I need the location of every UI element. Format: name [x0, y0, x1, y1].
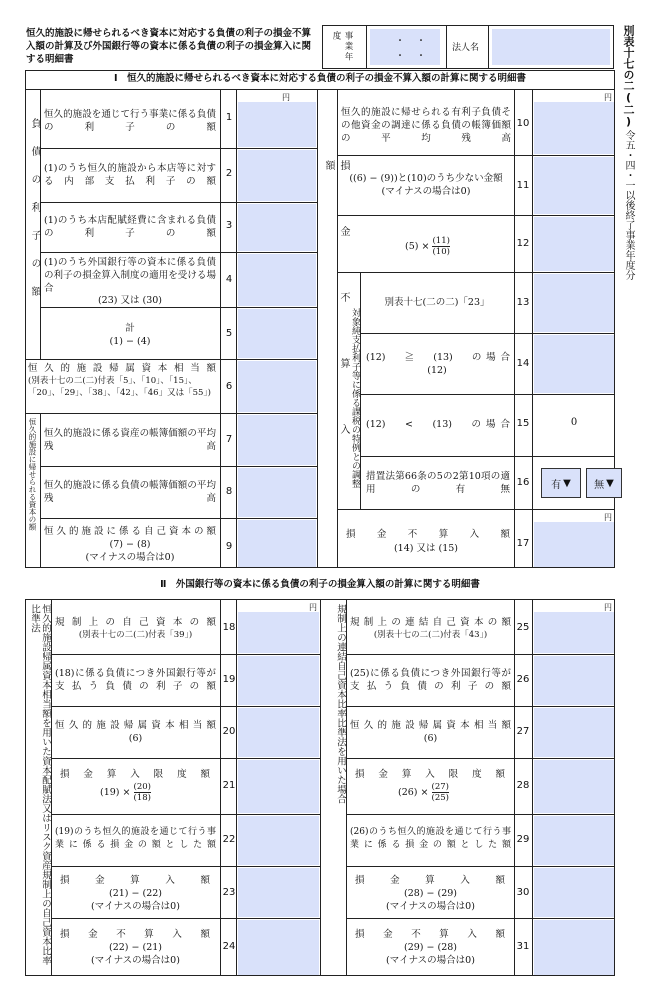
- row12-input[interactable]: [534, 217, 614, 271]
- row30-label: 損金算入額: [355, 875, 505, 886]
- row30-sub2: (マイナスの場合は0): [386, 901, 475, 912]
- group-special-adjust: 対象純支払利子等に係る課税の特例との調整: [350, 308, 360, 488]
- row14-sub: (12): [427, 365, 447, 376]
- row27-sub: (6): [423, 733, 438, 744]
- row7-input[interactable]: [238, 415, 316, 465]
- row6-no: 6: [225, 381, 233, 392]
- row19-input[interactable]: [238, 656, 319, 705]
- row27-no: 27: [516, 726, 530, 737]
- row5-no: 5: [225, 328, 233, 339]
- side-note: 令五・四・一以後終了事業年度分: [623, 130, 634, 280]
- section2-left-group: 恒久的施設帰属資本相当額を用いた資本配賦法又はリスク資産規制上の自己資本比率比準法: [29, 604, 51, 965]
- row31-sub: (29) − (28): [403, 942, 457, 953]
- row29-no: 29: [516, 834, 530, 845]
- row25-input[interactable]: [534, 612, 614, 653]
- row5-label: 計: [125, 323, 135, 334]
- row21-input[interactable]: [238, 760, 319, 813]
- row21-no: 21: [222, 780, 236, 791]
- row11-input[interactable]: [534, 157, 614, 214]
- row20-input[interactable]: [238, 708, 319, 757]
- row31-input[interactable]: [534, 920, 614, 975]
- section2-title: Ⅱ 外国銀行等の資本に係る負債の利子の損金算入額の計算に関する明細書: [160, 579, 480, 590]
- row9-no: 9: [225, 541, 233, 552]
- row28-no: 28: [516, 780, 530, 791]
- group-loss-nonded: 損金不算入額: [323, 160, 349, 490]
- row7-label: 恒久的施設に係る資産の帳簿価額の平均残高: [44, 428, 216, 452]
- row18-no: 18: [222, 622, 236, 633]
- row24-sub: (22) − (21): [108, 942, 162, 953]
- form-title: 恒久的施設に帰せられるべき資本に対応する負債の利子の損金不算入額の計算及び外国銀行等の資本に係る負債の利子の損金算入に関する明細書: [26, 28, 312, 65]
- row4-label: (1)のうち外国銀行等の資本に係る負債の利子の損金算入制度の適用を受ける場合: [44, 257, 216, 294]
- row5-input[interactable]: [238, 309, 316, 358]
- row16-label: 措置法第66条の5の2第10項の適用の有無: [366, 471, 510, 495]
- row11-sub: (マイナスの場合は0): [381, 186, 471, 197]
- row17-sub: (14) 又は (15): [393, 543, 459, 554]
- row4-input[interactable]: [238, 254, 316, 306]
- row9-label: 恒久的施設に係る自己資本の額: [44, 526, 216, 537]
- row15-label: (12) < (13) の場合: [366, 419, 510, 430]
- row4-no: 4: [225, 274, 233, 285]
- row12-no: 12: [516, 238, 530, 249]
- row31-sub2: (マイナスの場合は0): [386, 955, 475, 966]
- row20-sub: (6): [128, 733, 143, 744]
- row4-sub: (23) 又は (30): [97, 295, 163, 306]
- row26-no: 26: [516, 674, 530, 685]
- row19-label: (18)に係る負債につき外国銀行等が支払う負債の利子の額: [55, 668, 216, 692]
- row3-label: (1)のうち本店配賦経費に含まれる負債の利子の額: [44, 215, 216, 239]
- row8-input[interactable]: [238, 468, 316, 517]
- dropdown-arrow-icon: ▼: [563, 477, 571, 489]
- row27-input[interactable]: [534, 708, 614, 757]
- row29-input[interactable]: [534, 816, 614, 865]
- row2-no: 2: [225, 168, 233, 179]
- row10-no: 10: [516, 118, 530, 129]
- row13-no: 13: [516, 297, 530, 308]
- row7-no: 7: [225, 434, 233, 445]
- row23-input[interactable]: [238, 868, 319, 917]
- row16-no: 16: [516, 477, 530, 488]
- row6-sub: (別表十七の二(二)付表「5」、「10」、「15」、「20」、「29」、「38」、「42」、「46」又は「55」): [28, 376, 211, 398]
- row14-input[interactable]: [534, 335, 614, 393]
- row2-label: (1)のうち恒久的施設から本店等に対する内部支払利子の額: [44, 163, 216, 187]
- row19-no: 19: [222, 674, 236, 685]
- row28-sub: (26) × $\frac{(27)}{(25)}$: [398, 782, 449, 803]
- row11-label: ((6) − (9))と(10)のうち少ない金額: [349, 173, 503, 184]
- row13-label: 別表十七(二の二)「23」: [384, 297, 490, 308]
- row28-label: 損金算入限度額: [355, 769, 505, 780]
- row30-no: 30: [516, 887, 530, 898]
- row17-label: 損金不算入額: [346, 529, 510, 540]
- row3-no: 3: [225, 220, 233, 231]
- row15-no: 15: [516, 418, 530, 429]
- apply-no-select[interactable]: 無 ▼: [586, 468, 622, 498]
- row25-sub: (別表十七の二(二)付表「43」): [373, 630, 488, 640]
- row23-label: 損金算入額: [60, 875, 210, 886]
- row2-input[interactable]: [238, 150, 316, 201]
- row14-no: 14: [516, 358, 530, 369]
- row23-sub: (21) − (22): [108, 888, 162, 899]
- row12-label: (5) × $\frac{(11)}{(10)}$: [405, 236, 450, 257]
- row3-input[interactable]: [238, 204, 316, 251]
- row31-no: 31: [516, 941, 530, 952]
- corp-name-input[interactable]: [492, 29, 610, 65]
- row31-label: 損金不算入額: [355, 929, 505, 940]
- row23-sub2: (マイナスの場合は0): [91, 901, 180, 912]
- period-label: 事業年度: [331, 31, 353, 63]
- apply-yes-select[interactable]: 有 ▼: [541, 468, 581, 498]
- row30-input[interactable]: [534, 868, 614, 917]
- row11-no: 11: [516, 180, 530, 191]
- group-pe-capital: 恒久的施設に帰せられる資本の額: [28, 418, 37, 531]
- section1-title: Ⅰ 恒久的施設に帰せられるべき資本に対応する負債の利子の損金不算入額の計算に関する明細書: [113, 73, 527, 84]
- row26-label: (25)に係る負債につき外国銀行等が支払う負債の利子の額: [350, 668, 511, 692]
- row1-input[interactable]: [238, 102, 316, 147]
- row9-sub2: (マイナスの場合は0): [85, 552, 175, 563]
- row20-no: 20: [222, 726, 236, 737]
- row30-sub: (28) − (29): [403, 888, 457, 899]
- row6-input[interactable]: [238, 361, 316, 412]
- row13-input[interactable]: [534, 274, 614, 332]
- row10-input[interactable]: [534, 102, 614, 154]
- row21-label: 損金算入限度額: [60, 769, 210, 780]
- row24-input[interactable]: [238, 920, 319, 975]
- row24-no: 24: [222, 941, 236, 952]
- row18-input[interactable]: [238, 612, 319, 653]
- row25-label: 規制上の連結自己資本の額: [350, 617, 511, 628]
- row21-sub: (19) × $\frac{(20)}{(18)}$: [100, 782, 151, 803]
- period-from-input[interactable]: [370, 29, 440, 65]
- row10-label: 恒久的施設に帰せられる有利子負債その他資金の調達に係る負債の帳簿価額の平均残高: [341, 107, 511, 144]
- row18-label: 規制上の自己資本の額: [55, 617, 216, 628]
- row28-input[interactable]: [534, 760, 614, 813]
- row22-input[interactable]: [238, 816, 319, 865]
- row29-label: (26)のうち恒久的施設を通じて行う事業に係る損金の額とした額: [350, 827, 511, 850]
- row23-no: 23: [222, 887, 236, 898]
- row27-label: 恒久的施設帰属資本相当額: [350, 720, 511, 731]
- row26-input[interactable]: [534, 656, 614, 705]
- row8-no: 8: [225, 486, 233, 497]
- row5-sub: (1) − (4): [109, 336, 151, 347]
- row22-label: (19)のうち恒久的施設を通じて行う事業に係る損金の額とした額: [55, 827, 216, 850]
- row22-no: 22: [222, 834, 236, 845]
- row25-no: 25: [516, 622, 530, 633]
- row1-label: 恒久的施設を通じて行う事業に係る負債の利子の額: [44, 109, 216, 133]
- row9-sub: (7) − (8): [109, 539, 151, 550]
- corp-name-label: 法人名: [452, 43, 480, 53]
- side-form-title: 別表十七の二(二): [622, 25, 635, 128]
- row8-label: 恒久的施設に係る負債の帳簿価額の平均残高: [44, 480, 216, 504]
- row15-value: 0: [570, 417, 578, 428]
- row20-label: 恒久的施設帰属資本相当額: [55, 720, 216, 731]
- row1-no: 1: [225, 112, 233, 123]
- row17-input[interactable]: [534, 522, 614, 567]
- dropdown-arrow-icon: ▼: [606, 477, 614, 489]
- row18-sub: (別表十七の二(二)付表「39」): [78, 630, 193, 640]
- group-debt-interest: 負債の利子の額: [29, 118, 40, 314]
- row17-no: 17: [516, 538, 530, 549]
- section2-right-group: 規制上の連結自己資本比率比準法を用いた場合: [335, 604, 346, 804]
- row14-label: (12) ≧ (13) の場合: [366, 352, 510, 363]
- row24-label: 損金不算入額: [60, 929, 210, 940]
- row9-input[interactable]: [238, 520, 316, 567]
- row6-label: 恒久的施設帰属資本相当額: [28, 363, 216, 374]
- row24-sub2: (マイナスの場合は0): [91, 955, 180, 966]
